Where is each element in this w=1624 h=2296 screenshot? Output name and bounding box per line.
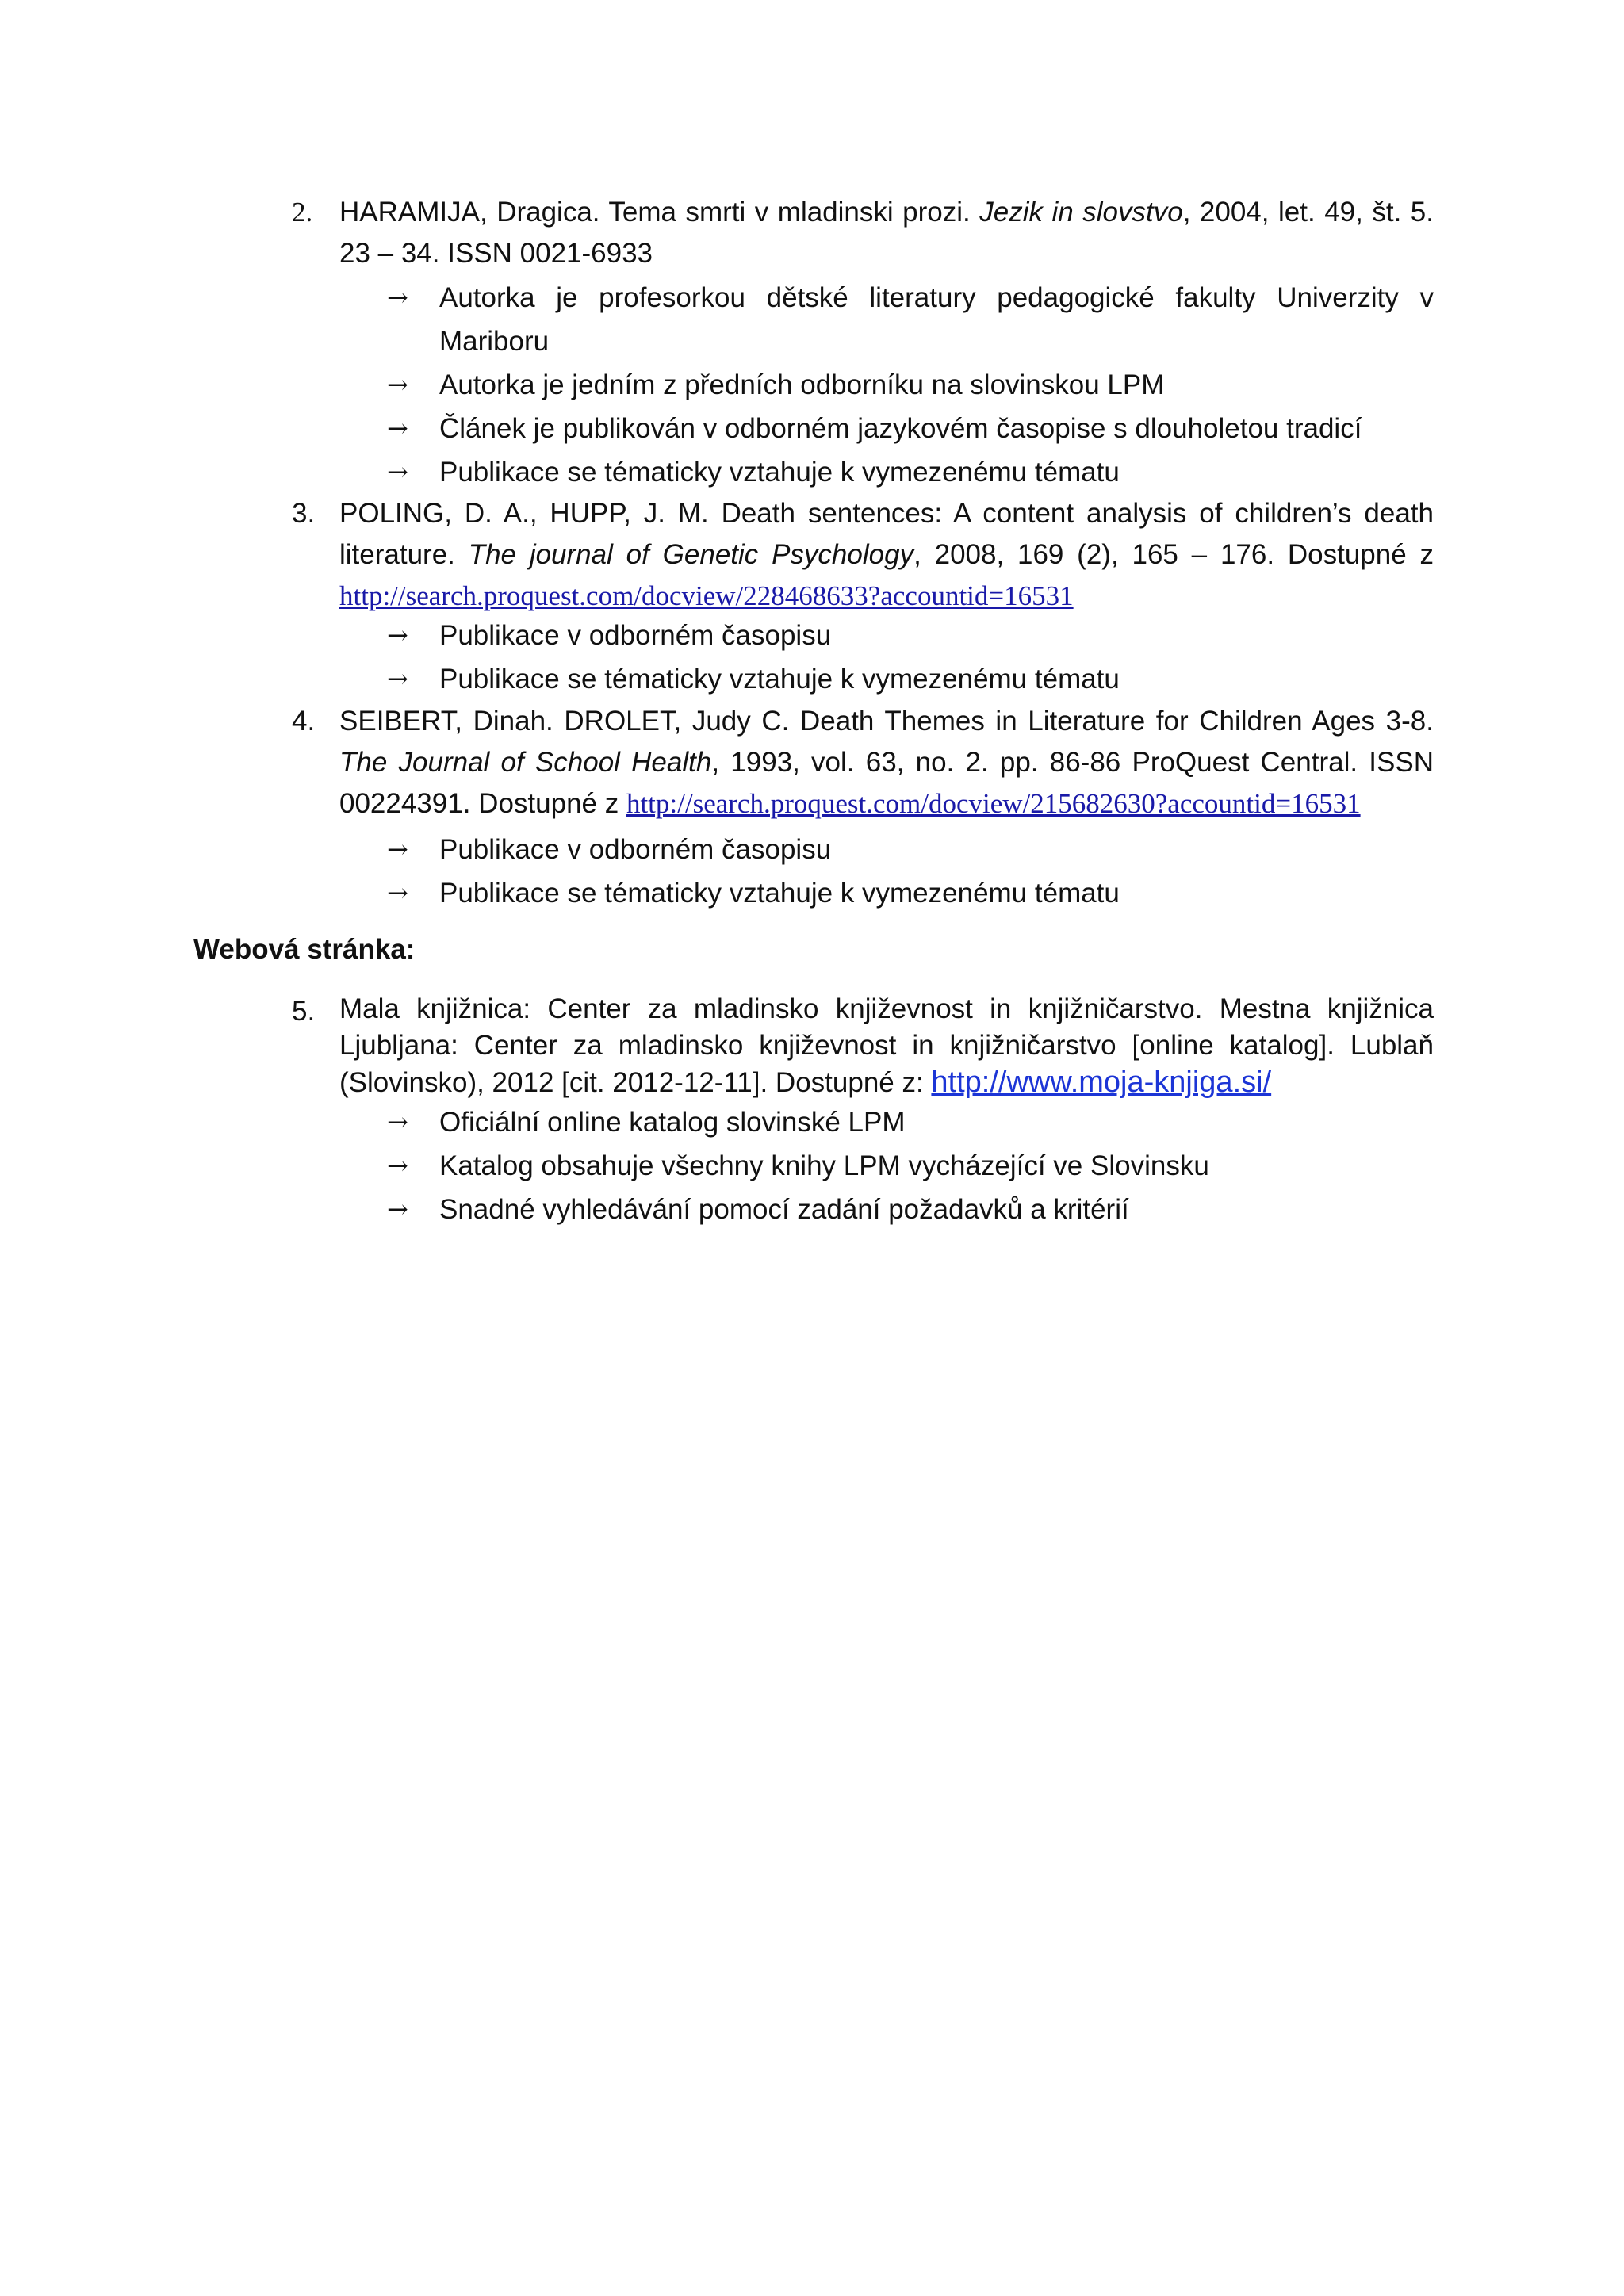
annotation-item: → Snadné vyhledávání pomocí zadání požadavků a kritérií <box>387 1188 1434 1231</box>
citation-details: , 2008, 169 (2), 165 – 176. Dostupné z <box>914 539 1434 570</box>
citation-link[interactable]: http://search.proquest.com/docview/228468633?accountid=16531 <box>339 580 1074 611</box>
annotation-item: → Katalog obsahuje všechny knihy LPM vycházející ve Slovinsku <box>387 1144 1434 1188</box>
annotation-item: → Autorka je profesorkou dětské literatury pedagogické fakulty Univerzity v Mariboru <box>387 276 1434 363</box>
arrow-icon: → <box>387 620 408 650</box>
citation-journal: Jezik in slovstvo <box>979 197 1183 228</box>
arrow-icon: → <box>387 1194 408 1224</box>
citation-details: , 2004, let. 49, št. 5. 23 – 34. ISSN 0021-6933 <box>339 197 1434 269</box>
website-link[interactable]: http://www.moja-knjiga.si/ <box>931 1066 1272 1099</box>
annotation-list <box>387 828 1434 915</box>
citation-journal: The journal of Genetic Psychology <box>468 539 914 570</box>
annotation-item: → Publikace se tématicky vztahuje k vymezenému tématu <box>387 657 1434 701</box>
entry-number: 3. <box>292 498 316 529</box>
annotation-item: → Publikace se tématicky vztahuje k vymezenému tématu <box>387 450 1434 494</box>
citation-entry <box>339 991 1434 1101</box>
annotation-list <box>387 614 1434 701</box>
citation-text: Mala knjižnica: Center za mladinsko književnost in knjižničarstvo. Mestna knjižnica Ljubljana: Center za mladinsko književnost in knjižničarstvo [online katalog]. Lublaň (Slovinsko), 2012 [cit. 2012-12-11]. Dostupné z: <box>339 993 1434 1098</box>
citation-author: POLING, D. A., HUPP, J. M. Death sentences: A content analysis of children’s death literature. <box>339 498 1434 570</box>
arrow-icon: → <box>387 413 408 443</box>
citation-entry <box>339 701 1434 825</box>
arrow-icon: → <box>387 282 408 312</box>
section-heading: Webová stránka: <box>193 934 416 965</box>
annotation-list <box>387 1100 1434 1231</box>
entry-number: 2. <box>292 197 313 228</box>
citation-entry <box>339 493 1434 617</box>
citation-journal: The Journal of School Health <box>339 747 712 778</box>
citation-link[interactable]: http://search.proquest.com/docview/215682630?accountid=16531 <box>626 788 1361 819</box>
annotation-item: → Publikace v odborném časopisu <box>387 614 1434 657</box>
citation-details: , 1993, vol. 63, no. 2. pp. 86-86 ProQuest Central. ISSN 00224391. Dostupné z <box>339 747 1434 819</box>
entry-number: 5. <box>292 996 316 1027</box>
arrow-icon: → <box>387 457 408 487</box>
arrow-icon: → <box>387 369 408 400</box>
arrow-icon: → <box>387 664 408 694</box>
entry-number: 4. <box>292 706 316 737</box>
arrow-icon: → <box>387 1107 408 1137</box>
annotation-item: → Publikace v odborném časopisu <box>387 828 1434 871</box>
arrow-icon: → <box>387 834 408 864</box>
annotation-item: → Oficiální online katalog slovinské LPM <box>387 1100 1434 1144</box>
annotation-item: → Autorka je jedním z předních odborníku na slovinskou LPM <box>387 363 1434 407</box>
arrow-icon: → <box>387 878 408 908</box>
arrow-icon: → <box>387 1150 408 1181</box>
citation-author: HARAMIJA, Dragica. Tema smrti v mladinski prozi. <box>339 197 980 228</box>
citation-author: SEIBERT, Dinah. DROLET, Judy C. Death Themes in Literature for Children Ages 3-8. <box>339 706 1434 737</box>
annotation-item: → Článek je publikován v odborném jazykovém časopise s dlouholetou tradicí <box>387 407 1434 450</box>
annotation-item: → Publikace se tématicky vztahuje k vymezenému tématu <box>387 871 1434 915</box>
citation-entry <box>339 192 1434 274</box>
annotation-list <box>387 276 1434 494</box>
